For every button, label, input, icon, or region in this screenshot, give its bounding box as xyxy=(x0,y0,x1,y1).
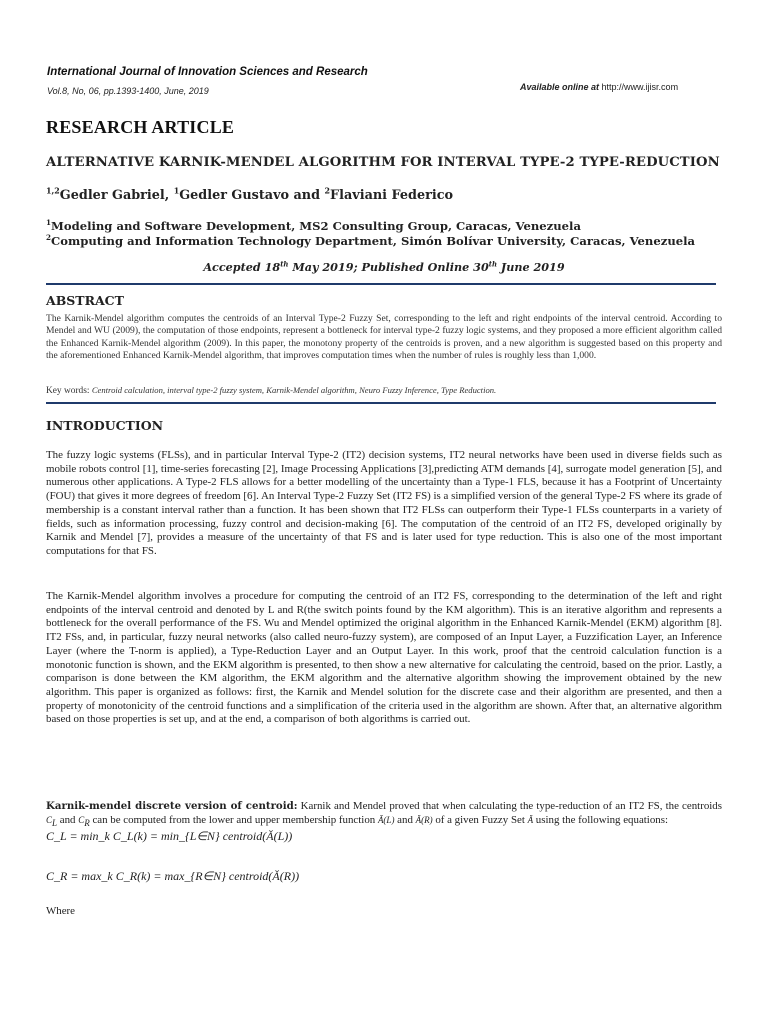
affiliation-1: $^1$Modeling and Software Development, MS2 Consulting Group, Caracas, Venezuela xyxy=(46,218,581,233)
author-1: Gedler Gabriel, xyxy=(59,188,174,203)
volume-info: Vol.8, No, 06, pp.1393-1400, June, 2019 xyxy=(47,86,209,96)
journal-name: International Journal of Innovation Sciences and Research xyxy=(47,66,368,78)
affiliation-2: $^2$Computing and Information Technology Department, Simón Bolívar University, Caracas, Venezuela xyxy=(46,233,696,248)
keywords-list: Centroid calculation, interval type-2 fuzzy system, Karnik-Mendel algorithm, Neuro Fuzzy Inference, Type Reduction. xyxy=(91,385,497,395)
intro-paragraph-2: The Karnik-Mendel algorithm involves a procedure for computing the centroid of an IT2 FS, corresponding to the determination of the left and right endpoints of the interval centroid and denoted by L and R(the switch points found by the KM algorithm). This is an iterative algorithm and represents a bottleneck for the overall performance of the FS. Wu and Mendel optimized the original algorithm in the Enhanced Karnik-Mendel (EKM) algorithm [8]. IT2 FSs, and, in particular, fuzzy neural networks (also called neuro-fuzzy system), are composed of an Input Layer, a Fuzzification Layer, an Inference Layer (where the T-norm is applied), a Type-Reduction Layer and an Output Layer. In this work, proof that the centroid calculation function is a monotonic function is shown, and the EKM algorithm is presented, to then show a new alternative for calculating the centroid, based on the prior. Lastly, a comparison is done between the KM algorithm, the EKM algorithm and the alternative algorithm showing the improvement obtained by the new algorithm. This paper is organized as follows: first, the Karnik and Mendel solution for the discrete case and their algorithm are presented, and then a property of monotonicity of the centroid functions and a simplification of the criteria used in the algorithm are shown. After that, an alternative algorithm based on those properties is set up, and at the end, a comparison of both algorithms is carried out. xyxy=(46,590,722,726)
abstract-heading: ABSTRACT xyxy=(46,293,124,308)
intro-paragraph-1: The fuzzy logic systems (FLSs), and in particular Interval Type-2 (IT2) decision systems, IT2 neural networks have been used in diverse fields such as mobile robots control [1], time-series forecasting [2], Image Processing Applications [3],predicting ATM demands [4], surrogate model generation [5], and numerous other applications. A Type-2 FLS allows for a better modelling of the uncertainty than a Type-1 FLS, because it has a Footprint of Uncertainty (FOU) that gives it more degrees of freedom [6]. An Interval Type-2 Fuzzy Set (IT2 FS) is a simplified version of the general Type-2 FS where its grade of membership is a constant interval rather than a function. It has been shown that IT2 FLSs can outperform their Type-1 FLSs counterparts in a variety of fields, such as information processing, fuzzy control and decision-making [6]. The computation of the centroid of an IT2 FS, developed originally by Karnik and Mendel [7], provides a measure of the uncertainty of that FS and is later used for type reduction. This is also one of the most important computations for that FS. xyxy=(46,449,722,557)
available-online xyxy=(520,82,678,92)
divider-top xyxy=(46,283,716,285)
paper-title: ALTERNATIVE KARNIK-MENDEL ALGORITHM FOR INTERVAL TYPE-2 TYPE-REDUCTION xyxy=(46,155,720,170)
author-2: Gedler Gustavo and xyxy=(179,188,325,203)
accepted-dates: Accepted 18th May 2019; Published Online 30th June 2019 xyxy=(203,259,565,274)
divider-bottom xyxy=(46,402,716,404)
authors: $^{1,2}$Gedler Gabriel, $^1$Gedler Gustavo and $^2$Flaviani Federico xyxy=(46,186,454,203)
equation-cr: C_R = max_k C_R(k) = max_{R∈N} centroid(Ă(R)) xyxy=(46,869,300,883)
equation-cl: C_L = min_k C_L(k) = min_{L∈N} centroid(Ă(L)) xyxy=(46,829,293,843)
where-text: Where xyxy=(46,905,76,917)
abstract-text: The Karnik-Mendel algorithm computes the centroids of an Interval Type-2 Fuzzy Set, corresponding to the left and right endpoints of the interval centroid. According to Mendel and WU (2009), the computation of those endpoints, represent a bottleneck for interval type-2 fuzzy logic systems, and they proposed a more efficient algorithm called the Enhanced Karnik-Mendel algorithm (2009). In this paper, the monotony property of the centroids is proven, and a new algorithm is suggested based on this property and the aforementioned Enhanced Karnik-Mendel algorithm, that improves computation times when the number of rules is roughly less than 1,000. xyxy=(46,313,722,361)
author-3: Flaviani Federico xyxy=(330,188,454,203)
introduction-heading: INTRODUCTION xyxy=(46,418,164,433)
keywords xyxy=(46,385,722,396)
keywords-label: Key words: xyxy=(46,386,90,396)
journal-url[interactable]: http://www.ijisr.com xyxy=(601,82,679,92)
available-label: Available online at xyxy=(520,82,600,92)
km-section-paragraph: Karnik-mendel discrete version of centroid: Karnik and Mendel proved that when calculating the type-reduction of an IT2 FS, the centroids $C_L$ and $C_R$ can be computed from the lower and upper membership function Ă(L) and Ă(R) of a given Fuzzy Set Ă using the following equations: xyxy=(46,800,722,828)
article-type: RESEARCH ARTICLE xyxy=(46,117,235,137)
section-subheading: Karnik-mendel discrete version of centroid: xyxy=(46,800,298,812)
